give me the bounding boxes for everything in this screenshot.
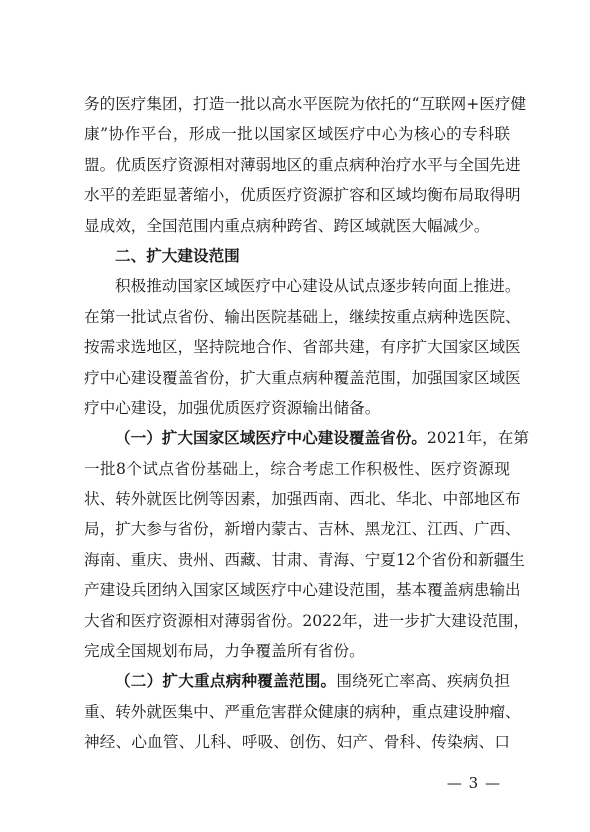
item-text: 2021年，在第 xyxy=(426,429,529,448)
text-line: 完成全国规划布局，力争覆盖所有省份。 xyxy=(84,642,365,661)
item-text: 围绕死亡率高、疾病负担 xyxy=(336,672,510,691)
text-line: 疗中心建设覆盖省份，扩大重点病种覆盖范围，加强国家区域医 xyxy=(84,368,521,387)
text-line: 在第一批试点省份、输出医院基础上，继续按重点病种选医院、 xyxy=(84,307,521,326)
item-title: （二）扩大重点病种覆盖范围。 xyxy=(115,671,337,691)
page-number: — 3 — xyxy=(446,774,501,792)
text-line: 重、转外就医集中、严重危害群众健康的病种，重点建设肿瘤、 xyxy=(84,702,521,721)
text-line: 大省和医疗资源相对薄弱省份。2022年，进一步扩大建设范围， xyxy=(84,611,530,630)
text-line: 产建设兵团纳入国家区域医疗中心建设范围，基本覆盖病患输出 xyxy=(84,581,521,600)
text-line: 积极推动国家区域医疗中心建设从试点逐步转向面上推进。 xyxy=(115,277,521,296)
section-heading: 二、扩大建设范围 xyxy=(115,246,240,265)
text-line: 显成效，全国范围内重点病种跨省、跨区域就医大幅减少。 xyxy=(84,216,490,235)
text-line: 局，扩大参与省份，新增内蒙古、吉林、黑龙江、江西、广西、 xyxy=(84,520,521,539)
paragraph-continuation xyxy=(84,89,527,241)
text-line xyxy=(84,423,529,453)
text-line: 务的医疗集团，打造一批以高水平医院为依托的“互联网+医疗健 xyxy=(84,95,527,113)
text-line: 按需求选地区，坚持院地合作、省部共建，有序扩大国家区域医 xyxy=(84,338,521,357)
text-line: 海南、重庆、贵州、西藏、甘肃、青海、宁夏12个省份和新疆生 xyxy=(84,550,525,569)
text-line: 状、转外就医比例等因素，加强西南、西北、华北、中部地区布 xyxy=(84,490,521,509)
text-line: 康”协作平台，形成一批以国家区域医疗中心为核心的专科联 xyxy=(84,125,510,144)
item-title: （一）扩大国家区域医疗中心建设覆盖省份。 xyxy=(115,428,427,448)
item-paragraph-1 xyxy=(84,423,530,666)
item-paragraph-2 xyxy=(84,666,521,757)
section-intro-paragraph xyxy=(84,271,521,423)
text-line xyxy=(84,666,510,696)
text-line: 水平的差距显著缩小，优质医疗资源扩容和区域均衡布局取得明 xyxy=(84,186,521,205)
text-line: 疗中心建设，加强优质医疗资源输出储备。 xyxy=(84,398,381,417)
text-line: 神经、心血管、儿科、呼吸、创伤、妇产、骨科、传染病、口 xyxy=(84,733,510,752)
text-line: 一批8个试点省份基础上，综合考虑工作积极性、医疗资源现 xyxy=(84,459,510,478)
text-line: 盟。优质医疗资源相对薄弱地区的重点病种治疗水平与全国先进 xyxy=(84,155,521,174)
